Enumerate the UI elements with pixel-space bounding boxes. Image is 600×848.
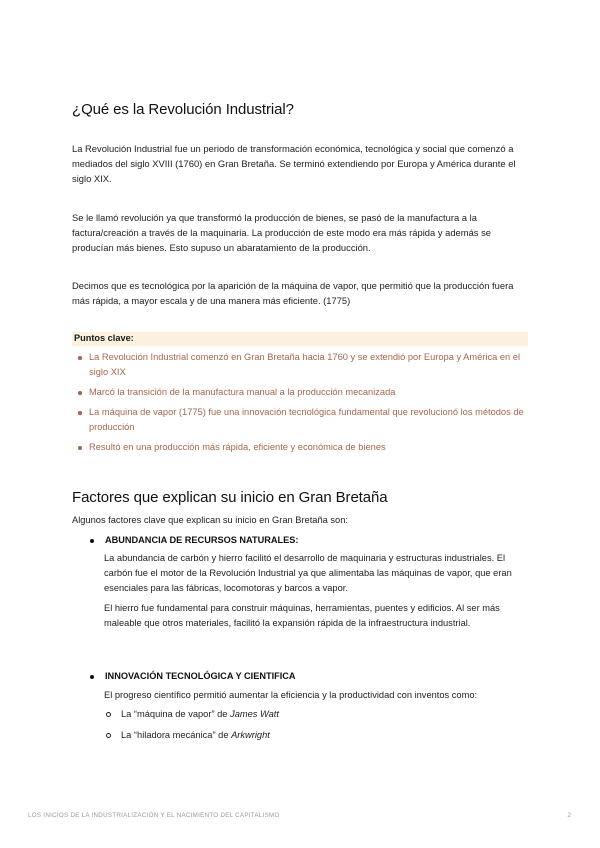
footer-title: LOS INICIOS DE LA INDUSTRIALIZACIÓN Y EL NACIMIENTO DEL CAPITALISMO <box>28 812 280 819</box>
factor-text-coal: La abundancia de carbón y hierro facilitó el desarrollo de maquinaria y estructuras industriales. El carbón fue el motor de la Revolución Industrial ya que alimentaba las máquinas de vapor, que eran esenciales para las fábricas, locomotoras y barcos a vapor. <box>104 553 512 593</box>
invention-prefix: La “hiladora mecánica” de <box>121 730 232 740</box>
invention-author: Arkwright <box>231 730 270 740</box>
page-number: 2 <box>567 812 571 819</box>
circle-bullet-icon <box>106 712 111 717</box>
key-point-item: Marcó la transición de la manufactura manual a la producción mecanizada <box>74 385 524 400</box>
invention-item <box>104 730 270 740</box>
paragraph-technology: Decimos que es tecnológica por la aparición de la máquina de vapor, que permitió que la producción fuera más rápida, a mayor escala y de una manera más eficiente. (1775) <box>72 280 514 306</box>
section-heading: Factores que explican su inicio en Gran Bretaña <box>72 489 388 506</box>
factor-title: INNOVACIÓN TECNOLÓGICA Y CIENTIFICA <box>105 671 296 681</box>
bullet-dot-icon <box>90 539 94 543</box>
invention-author: James Watt <box>230 709 279 719</box>
factor-title: ABUNDANCIA DE RECURSOS NATURALES: <box>105 535 299 545</box>
key-points-list <box>74 350 524 460</box>
paragraph-revolution: Se le llamó revolución ya que transformó la producción de bienes, se pasó de la manufactura a la factura/creación a través de la maquinaria. La producción de este modo era más rápida y además se producían más bienes. Esto supuso un abaratamiento de la producción. <box>72 212 491 253</box>
key-point-item: Resultó en una producción más rápida, eficiente y económica de bienes <box>74 440 524 455</box>
key-point-item: La Revolución Industrial comenzó en Gran Bretaña hacia 1760 y se extendió por Europa y América en el siglo XIX <box>74 350 524 380</box>
paragraph-intro: La Revolución Industrial fue un periodo de transformación económica, tecnológica y social que comenzó a mediados del siglo XVIII (1760) en Gran Bretaña. Se terminó extendiendo por Europa y América durante el siglo XIX. <box>72 143 516 184</box>
factor-text-iron: El hierro fue fundamental para construir máquinas, herramientas, puentes y edificios. Al ser más maleable que otros materiales, facilitó la expansión rápida de la infraestructura industrial. <box>104 603 500 628</box>
factor-innovation <box>90 671 296 681</box>
factor-text-innovation: El progreso científico permitió aumentar la eficiencia y la productividad con inventos como: <box>104 690 478 700</box>
section-intro: Algunos factores clave que explican su inicio en Gran Bretaña son: <box>72 515 348 525</box>
factor-natural-resources <box>90 535 298 545</box>
bullet-dot-icon <box>90 675 94 679</box>
invention-item <box>104 709 279 719</box>
circle-bullet-icon <box>106 733 111 738</box>
key-points-banner <box>72 332 528 346</box>
key-point-item: La máquina de vapor (1775) fue una innovación tecnológica fundamental que revolucionó los métodos de producción <box>74 405 524 435</box>
page-title: ¿Qué es la Revolución Industrial? <box>72 101 294 118</box>
key-points-label: Puntos clave: <box>74 333 134 343</box>
invention-prefix: La “máquina de vapor” de <box>121 709 231 719</box>
